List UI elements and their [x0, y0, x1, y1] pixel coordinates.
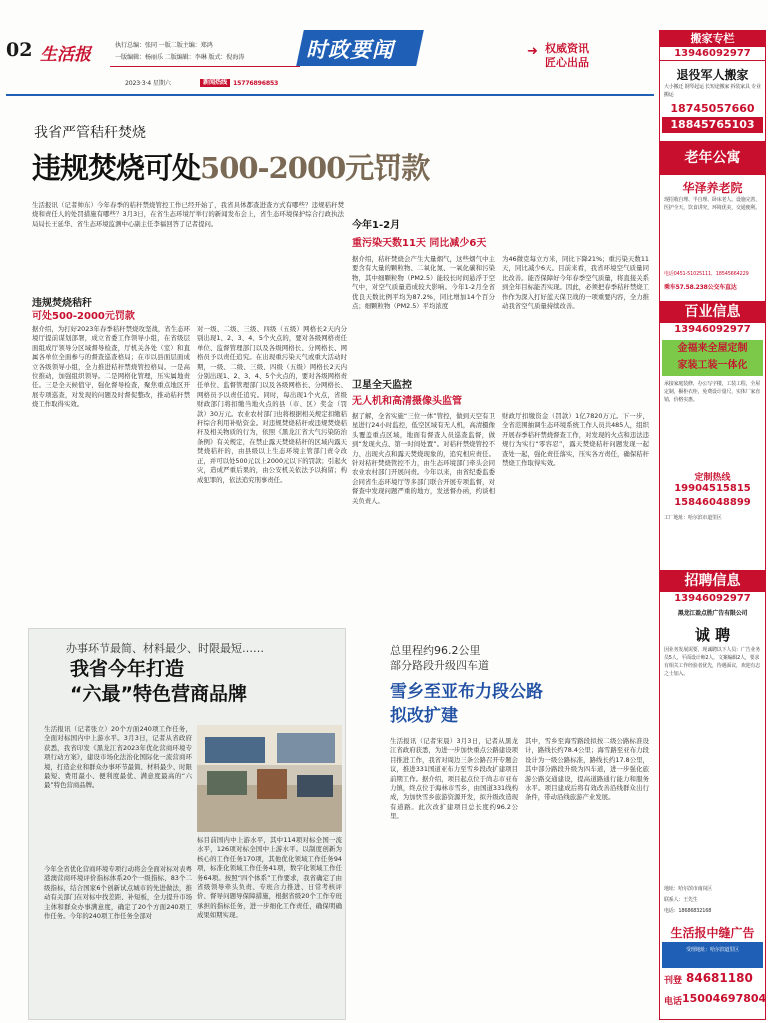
story-right-kicker-2: 部分路段升级四车道 [390, 659, 489, 672]
staff-line-2: 一版编辑：杨丽乐 二版编辑：李琳 版式：倪海涛 [115, 54, 245, 61]
sec3-title: 卫星全天监控 [352, 380, 412, 391]
ad5-tel-1: 84681180 [686, 971, 753, 985]
ad3-address: 工厂地址：哈尔滨市道里区 [664, 515, 722, 521]
story-left-headline-1: 我省今年打造 [70, 658, 185, 680]
slogan-arrow-icon: ➜ [527, 44, 538, 59]
sec2-column-2: 为46微克每立方米，同比下降21%；重污染天数11天，同比减少6天。目前来看，我省环境空气质量同比改善。能否保障好今年春季空气质量，将直接关系到全年目标能否实现。因此，必须把春季秸秆禁烧工作作为深入打好蓝天保卫战的一项重要内容，全力推动我省空气质量持续改善。 [502, 255, 649, 311]
sec3-subtitle: 无人机和高清摄像头监管 [352, 396, 462, 407]
ad4-address: 地址：哈尔滨市南岗区 [664, 886, 713, 892]
section-banner-title: 时政要闻 [306, 38, 394, 62]
sec1-subtitle: 可处500-2000元罚款 [32, 311, 135, 322]
sec1-title: 违规焚烧秸秆 [32, 298, 92, 309]
story-left-column-1: 生活报讯（记者张立）20个方面240项工作任务，全面对标国内中上游水平。3月3日，记者从省政府获悉，我省印发《黑龙江省2023年优化营商环境专项行动方案》，建设市场化法治化国际化一流营商环境，打造企业和群众办事环节最简、材料最少、时限最短、费用最小、便利度最优、满意度最高的“六最”特色营商品牌。 [44, 725, 192, 790]
main-headline-b: 500-2000元罚款 [200, 151, 430, 185]
ad2-heading: 老年公寓 [660, 141, 765, 175]
story-right-headline-2: 拟改扩建 [390, 706, 458, 726]
slogan-line-1: 权威资讯 [545, 42, 589, 55]
ad3-title-2: 家装工装一体化 [677, 360, 748, 371]
staff-line-1: 执行总编：张同 一版二版主编：郑鸿 [115, 42, 213, 49]
story-right-kicker [390, 643, 489, 673]
ad3-title-1: 金福来全屋定制 [677, 343, 748, 354]
ad3-title [662, 340, 763, 376]
ad1-heading: 搬家专栏 [660, 31, 765, 47]
story-right-headline-1: 雪乡至亚布力段公路 [390, 682, 543, 702]
sec2-title: 今年1-2月 [352, 220, 401, 231]
main-headline [32, 146, 429, 187]
ad3-tel-2: 15846048899 [674, 497, 751, 508]
sec2-subtitle: 重污染天数11天 同比减少6天 [352, 238, 487, 249]
ad4-contact: 联系人：王先生 [664, 897, 698, 903]
sec3-column-1: 据了解，全省实施“三位一体”管控，做到天空有卫星进行24小时监控，低空区域有无人机，高清摄像头覆盖重点区域，地面有督查人员巡查监督，做到“发现火点、第一时间处置”。对秸秆禁烧管控不力、出现火点和露天焚烧现象的，追究相应责任。针对秸秆焚烧管控不力，由生态环境部门牵头会同农业农村部门开展问责。今年以来，由省纪委监委会同省生态环境厅等多部门联合开展专项监督，对督查中发现问题严重的地方，发送督办函，约谈相关负责人。 [352, 412, 495, 505]
slogan [545, 42, 589, 70]
ad3-desc: 承接家庭装修，办公写字楼，工装工程，全屋定制，橱柜衣柜，免费设计量尺，实体厂家直销，价格实惠。 [664, 381, 761, 403]
story-left-column-2: 标目前国内中上游水平，其中114项对标全国一流水平，126项对标全国中上游水平。以制度创新为核心的工作任务170项，其他优化领域工作任务94项，标准化领域工作任务41项，数字化领域工作任务64项。按照“四个体系”工作要求，我省确定了由省级领导牵头负责、专班合力推进、日常考核评价、督导问题导保障措施，根据省级20个工作专班承担的指标任务，进一步细化工作责任，确保明确成果如期实现。 [197, 836, 342, 920]
ad2-tel: 电话0451-51025111，18545664229 [664, 271, 749, 277]
ad3-heading: 百业信息 [660, 301, 765, 323]
paper-name: 生活报 [40, 45, 91, 65]
page-number: 02 [6, 39, 33, 61]
story-left-headline-2: “六最”特色营商品牌 [70, 683, 247, 705]
story-left-column-1b: 今年全省优化营商环境专项行动将会全面对标对表粤港澳营商环境评价指标体系20个一级指标、83个二级指标，结合国家6个创新试点城市的先进做法，推动有关部门在对标中找差距、补短板，全力提升市场主体和群众办事满意度，确定了20个方面240项工作任务。今年的240项工作任务全部对 [44, 865, 192, 921]
ad4-desc: 因业务发展需要，现诚聘以下人员：广告业务员5人，平面设计师2人，文案编辑2人，要求有相关工作经验者优先，待遇面议，欢迎有志之士加入。 [664, 647, 761, 677]
main-headline-a: 违规焚烧可处 [32, 151, 201, 185]
story-right-kicker-1: 总里程约96.2公里 [390, 644, 481, 657]
ad4-title: 诚 聘 [694, 626, 731, 644]
ad1-desc: 大小搬迁 钢琴起运 长短途搬家 拆装家具 专业搬运 [664, 84, 761, 98]
main-lede: 生活报讯（记者帅东）今年春季的秸秆禁烧管控工作已经开始了，我省具体都查进查方式有哪些？违规秸秆焚烧和责任人的处罚措施有哪些？3月3日，在省生态环境厅举行的新闻发布会上，省生态环境保护综合行政执法局局长王延华、省生态环境监测中心副主任李福回答了记者提问。 [32, 201, 344, 228]
ad5-tel-2: 15004697804 [682, 992, 767, 1005]
sec3-column-2: 财政厅扣缴资金（罚款）1亿7820万元。下一步，全省范围抽调生态环境系统工作人员共485人，组织开展春季秸秆禁烧督查工作，对发现的火点和违法违规行为实行“零容忍”，露天焚烧秸秆问题发现一起查处一起，强化责任落实，压实各方责任，确保秸秆禁烧工作取得实效。 [502, 412, 649, 468]
slogan-line-2: 匠心出品 [545, 56, 589, 69]
issue-date: 2023·3·4 星期六 [125, 80, 171, 87]
header-rule [110, 66, 300, 67]
ad1-tel-1: 18745057660 [670, 102, 755, 115]
ad2-address: 乘车57.58.238公交车直达 [664, 284, 737, 291]
story-left-kicker: 办事环节最简、材料最少、时限最短…… [66, 642, 264, 655]
main-kicker: 我省严管秸秆焚烧 [34, 125, 146, 141]
ad1-tel-2: 18845765103 [662, 117, 763, 133]
ad3-tel-1: 19904515815 [674, 483, 751, 494]
sec1-column-1: 据介绍，为打好2023年春季秸秆禁烧攻坚战，省生态环境厅提前谋划部署，成立省委工作领导小组，在省级层面组成厅领导分区域督导检查，厅机关各处（室）和直属各单位全面参与的督查巡查格局；在市以县面层面成立各级领导小组，全力推进秸秆禁烧管控格局。一是高位推动，加强组织领导。二是网格化管理，压实属地责任。三是全天候值守，强化督导检查，聚焦重点地区开展专项巡查，对发现的问题及时督促整改，推动秸秆禁烧工作取得实效。 [32, 325, 190, 409]
ad2-title: 华泽养老院 [682, 181, 743, 195]
ad4-company: 黑龙江盈点胜广告有限公司 [677, 610, 748, 617]
header-divider [6, 94, 654, 96]
hotline-number: 15776896853 [233, 80, 279, 87]
ad5-desc: 受理地址：哈尔滨道里区 [686, 947, 739, 953]
ad1-title: 退役军人搬家 [676, 68, 749, 82]
ad4-phone: 13946092977 [660, 592, 765, 605]
ad5-title: 生活报中缝广告 [670, 926, 755, 940]
ad5-label-1: 刊登 [664, 976, 683, 986]
service-hall-photo [197, 725, 342, 832]
ad3-phone: 13946092977 [660, 323, 765, 336]
story-right-column-2: 其中，雪乡至海雪路段拟按二级公路标准设计，路线长约78.4公里；海雪路至亚布力段设计为一级公路标准，路线长约17.8公里，其中部分路段升级为四车道，进一步强化旅游公路交通建设，提高道路通行能力和服务水平。项目建成后将有效改善沿线群众出行条件，带动沿线旅游产业发展。 [525, 737, 649, 802]
ad2-desc: 现招收自理、半自理、卧床老人。设施完善，医护全天，饮食讲究，环境优美，交通便利。 [664, 197, 761, 211]
ad3-tel-label: 定制热线 [694, 473, 731, 483]
sec1-column-2: 对一级、二级、三级、四级（五级）网格长2天内分别出现1、2、3、4、5个火点的，要对各级网格责任单位、监督管理部门以及各级网格长、分网格长、网格员予以责任追究。在出现重污染天气或重大活动时期，一级、二级、三级、四级（五级）网格长2天内分别出现1、2、3、4、5个火点的，要对各级网格责任单位、监督管理部门以及各级网格长、分网格长、网格员予以责任追究。同时，每出现1个火点，省级财政部门将扣缴当地火点的县（市、区）奖金（罚款）30万元。农业农村部门也将根据相关规定扣缴秸秆综合利用补贴资金。对违规焚烧秸秆或违规焚烧秸秆及相关物质的行为，依照《黑龙江省大气污染防治条例》有关规定，在禁止露天焚烧秸秆的区域内露天焚烧秸秆的，由县级以上生态环境主管部门责令改正，并可以处500元以上2000元以下的罚款；引起火灾，造成严重后果的，由公安机关依法予以拘留；构成犯罪的，依法追究刑事责任。 [197, 325, 347, 484]
hotline-label: 新闻热线 [200, 79, 230, 87]
ad4-heading: 招聘信息 [660, 570, 765, 592]
ad1-phone: 13946092977 [660, 47, 765, 61]
story-right-headline [390, 680, 543, 728]
ad5-label-2: 电话 [664, 997, 683, 1007]
ad4-tel: 电话：18686832168 [664, 908, 712, 914]
story-left-headline [70, 657, 247, 707]
sec2-column-1: 据介绍，秸秆焚烧会产生大量烟气，这些烟气中主要含有大量的颗粒物、二氧化氮、一氧化碳和污染物，其中细颗粒物（PM2.5）能较长时间悬浮于空气中，对空气质量造成较大影响。今年1-2月全省优良天数比例平均为87.2%，同比增加14个百分点；细颗粒物（PM2.5）平均浓度 [352, 255, 495, 311]
story-right-column-1: 生活报讯（记者宋晨）3月3日，记者从黑龙江省政府获悉，为进一步加快重点公路建设项目推进工作，我省对周边三条公路召开专题会议，推进331国道亚布力至雪乡段改扩建项目前期工作。据介绍，项目起点位于尚志市亚布力镇，终点位于海林市雪乡，由国道331线构成，为加快雪乡旅游资源开发，拟升级改造现有道路。此次改扩建项目总长度约96.2公里。 [390, 737, 518, 821]
